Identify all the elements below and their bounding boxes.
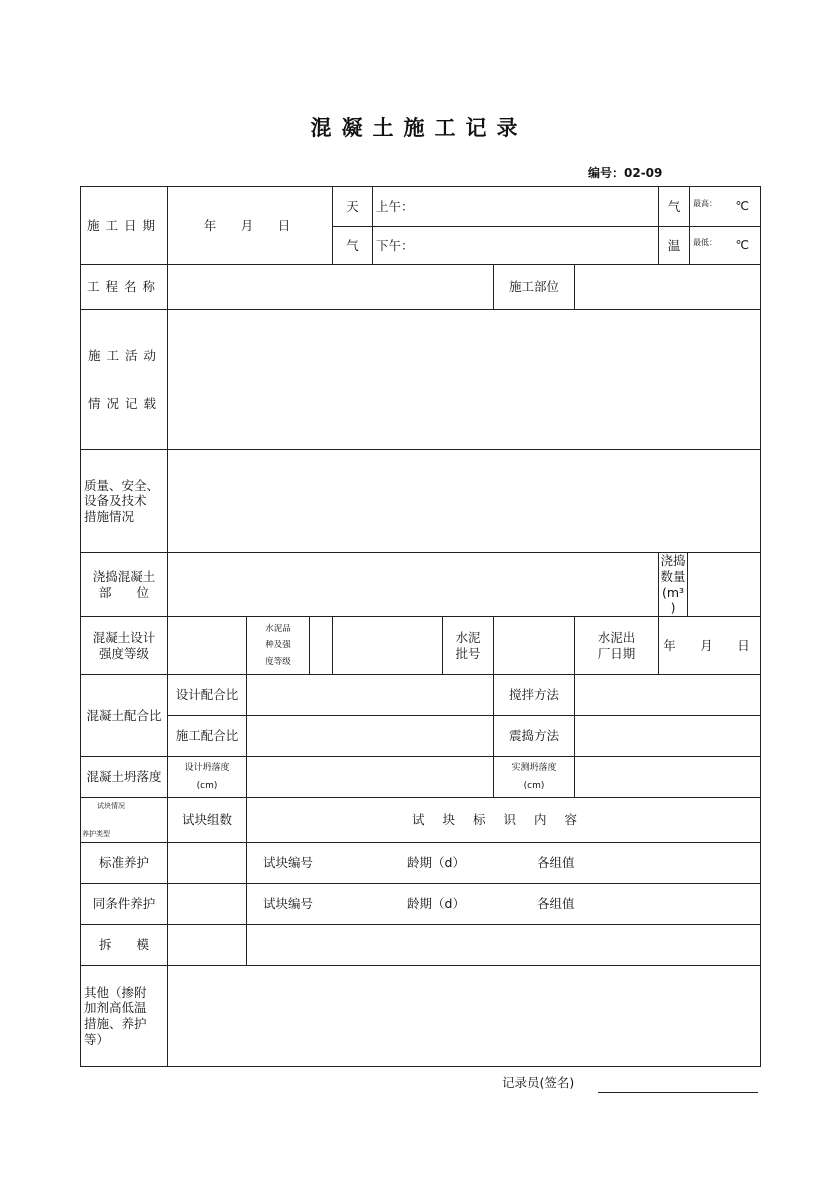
- design-slump-field[interactable]: [247, 757, 494, 798]
- temperature-max-field[interactable]: 最高： ℃: [693, 199, 750, 213]
- design-strength-field[interactable]: [168, 617, 247, 675]
- construction-mix-ratio-field[interactable]: [247, 716, 494, 757]
- others-field[interactable]: [168, 966, 761, 1067]
- construction-mix-ratio-label: 施工配合比: [168, 716, 247, 757]
- activity-record-field[interactable]: [168, 310, 761, 450]
- recorder-signature-line[interactable]: [598, 1092, 758, 1093]
- pour-amount-label: 浇捣 数量 (m³ ): [660, 553, 686, 616]
- design-mix-ratio-field[interactable]: [247, 675, 494, 716]
- document-number: 编号：02-09: [588, 166, 663, 180]
- same-condition-curing-detail-field[interactable]: 试块编号 龄期（d） 各组值: [247, 884, 761, 925]
- temperature-min-field[interactable]: 最低： ℃: [693, 238, 750, 252]
- pour-part-label: 浇捣混凝土 部 位: [81, 553, 168, 617]
- same-condition-curing-label: 同条件养护: [81, 884, 168, 925]
- construction-date-field[interactable]: 年 月 日: [168, 187, 333, 265]
- weather-label-bottom: 气: [333, 227, 373, 264]
- design-strength-label: 混凝土设计 强度等级: [81, 617, 168, 675]
- pour-part-field[interactable]: [168, 553, 659, 617]
- construction-part-field[interactable]: [575, 265, 761, 310]
- cement-factory-date-label: 水泥出 厂日期: [575, 617, 659, 675]
- pour-amount-field[interactable]: [688, 553, 761, 617]
- cement-batch-field[interactable]: [494, 617, 575, 675]
- temperature-label-bottom: 温: [659, 227, 690, 264]
- celsius-unit: ℃: [735, 199, 750, 213]
- mixing-method-field[interactable]: [575, 675, 761, 716]
- formwork-removal-field[interactable]: [247, 925, 761, 966]
- mix-ratio-label: 混凝土配合比: [81, 675, 168, 757]
- cement-grade-cell: [247, 617, 333, 675]
- project-name-label: 工程名称: [81, 265, 168, 310]
- weather-label-top: 天: [333, 187, 373, 226]
- standard-curing-detail-field[interactable]: 试块编号 龄期（d） 各组值: [247, 843, 761, 884]
- cement-grade-label: 水泥品 种及强 度等级: [247, 617, 310, 674]
- vibration-method-field[interactable]: [575, 716, 761, 757]
- weather-am-field[interactable]: 上午：: [376, 198, 414, 214]
- cement-factory-date-field[interactable]: 年 月 日: [659, 617, 761, 675]
- vibration-method-label: 震捣方法: [494, 716, 575, 757]
- page-title: 混凝土施工记录: [310, 116, 528, 140]
- recorder-signature-label: 记录员(签名): [502, 1075, 575, 1090]
- design-slump-label: 设计坍落度 (cm): [168, 757, 247, 798]
- celsius-unit: ℃: [735, 238, 750, 252]
- same-condition-curing-count-field[interactable]: [168, 884, 247, 925]
- formwork-removal-label: 拆 模: [81, 925, 168, 966]
- measured-slump-label: 实测坍落度 (cm): [494, 757, 575, 798]
- measured-slump-field[interactable]: [575, 757, 761, 798]
- standard-curing-count-field[interactable]: [168, 843, 247, 884]
- construction-date-label: 施工日期: [81, 187, 168, 265]
- mixing-method-label: 搅拌方法: [494, 675, 575, 716]
- cement-batch-label: 水泥 批号: [455, 629, 481, 661]
- standard-curing-label: 标准养护: [81, 843, 168, 884]
- formwork-removal-count-field[interactable]: [168, 925, 247, 966]
- activity-record-label: 施工活动 情况记载: [81, 310, 168, 450]
- cement-grade-field[interactable]: [310, 617, 333, 674]
- weather-pm-field[interactable]: 下午：: [376, 237, 414, 253]
- specimen-mark-content-label: 试块标识内容: [247, 798, 761, 843]
- specimen-group-count-label: 试块组数: [168, 798, 247, 843]
- design-mix-ratio-label: 设计配合比: [168, 675, 247, 716]
- specimen-corner-header: 试块情况 养护类型: [81, 798, 168, 843]
- construction-record-form: [80, 186, 761, 1067]
- project-name-field[interactable]: [168, 265, 494, 310]
- others-label: 其他（掺附 加剂高低温 措施、养护 等）: [81, 966, 168, 1067]
- temperature-label-top: 气: [659, 187, 690, 226]
- quality-safety-field[interactable]: [168, 450, 761, 553]
- quality-safety-label: 质量、安全、 设备及技术 措施情况: [81, 450, 168, 553]
- construction-part-label: 施工部位: [494, 265, 575, 310]
- slump-label: 混凝土坍落度: [81, 757, 168, 798]
- cement-batch-cell: [333, 617, 494, 675]
- cement-batch-spacer[interactable]: [333, 617, 443, 674]
